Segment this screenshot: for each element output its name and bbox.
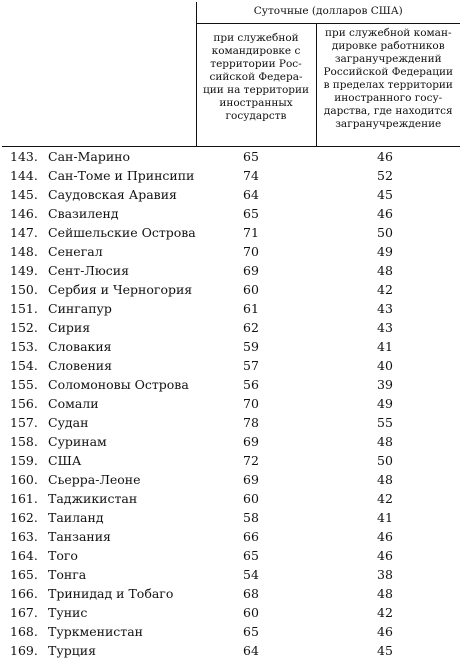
table-row (2, 147, 460, 167)
header-corner-cell (2, 2, 196, 147)
table-row (2, 584, 460, 603)
row-number: 143. (10, 149, 38, 164)
table-row (2, 223, 460, 242)
header-col-a-line: государств (225, 110, 287, 122)
header-col-a-line: иностранных (219, 97, 293, 109)
table-body (2, 147, 460, 661)
per-diem-abroad-value: 46 (377, 548, 393, 563)
table-row (2, 451, 460, 470)
country-name: Сенегал (48, 244, 103, 259)
header-col-b-line: в пределах территории (323, 79, 453, 91)
country-name: Суринам (48, 434, 107, 449)
row-number: 145. (10, 187, 38, 202)
table-row (2, 603, 460, 622)
per-diem-abroad-value: 43 (377, 301, 393, 316)
country-name: Сьерра-Леоне (48, 472, 141, 487)
per-diem-domestic-value: 74 (243, 168, 259, 183)
per-diem-table (2, 2, 460, 660)
per-diem-abroad-value: 55 (377, 415, 393, 430)
country-name: Тунис (48, 605, 88, 620)
per-diem-abroad-value: 48 (377, 472, 393, 487)
per-diem-domestic-value: 70 (243, 396, 259, 411)
header-col-domestic-trip (196, 24, 316, 147)
per-diem-domestic-value: 57 (243, 358, 259, 373)
per-diem-abroad-value: 52 (377, 168, 393, 183)
per-diem-abroad-value: 50 (377, 225, 393, 240)
table-row (2, 565, 460, 584)
row-number: 160. (10, 472, 38, 487)
country-name: Соломоновы Острова (48, 377, 189, 392)
row-number: 154. (10, 358, 38, 373)
row-number: 161. (10, 491, 38, 506)
row-number: 165. (10, 567, 38, 582)
per-diem-domestic-value: 62 (243, 320, 259, 335)
per-diem-domestic-value: 60 (243, 605, 259, 620)
country-name: Сан-Марино (48, 149, 131, 164)
country-name: Сан-Томе и Принсипи (48, 168, 195, 183)
table-row (2, 299, 460, 318)
per-diem-domestic-value: 68 (243, 586, 259, 601)
table-row (2, 641, 460, 660)
table-row (2, 261, 460, 280)
header-col-b-line: загранучреждение (335, 118, 442, 130)
table-row (2, 337, 460, 356)
header-col-a-line: сийской Федера- (209, 71, 303, 83)
country-name: Турция (48, 643, 96, 658)
header-col-abroad-staff (316, 24, 460, 147)
per-diem-domestic-value: 54 (243, 567, 259, 582)
per-diem-abroad-value: 42 (377, 282, 393, 297)
per-diem-abroad-value: 45 (377, 187, 393, 202)
row-number: 167. (10, 605, 38, 620)
per-diem-abroad-value: 48 (377, 434, 393, 449)
country-name: Таиланд (48, 510, 104, 525)
per-diem-abroad-value: 46 (377, 529, 393, 544)
country-name: Сирия (48, 320, 91, 335)
per-diem-abroad-value: 49 (377, 396, 393, 411)
country-name: Сейшельские Острова (48, 225, 196, 240)
table-row (2, 280, 460, 299)
table-row (2, 470, 460, 489)
header-col-b-line: при служебной коман- (325, 27, 452, 39)
per-diem-abroad-value: 39 (377, 377, 393, 392)
per-diem-abroad-value: 46 (377, 206, 393, 221)
table-row (2, 394, 460, 413)
per-diem-domestic-value: 58 (243, 510, 259, 525)
per-diem-domestic-value: 66 (243, 529, 259, 544)
table-row (2, 356, 460, 375)
per-diem-domestic-value: 65 (243, 548, 259, 563)
per-diem-domestic-value: 60 (243, 491, 259, 506)
per-diem-abroad-value: 43 (377, 320, 393, 335)
table-row (2, 413, 460, 432)
row-number: 149. (10, 263, 38, 278)
header-col-b-line: иностранного госу- (334, 92, 443, 104)
per-diem-domestic-value: 65 (243, 624, 259, 639)
header-row-group (2, 2, 460, 24)
table-row (2, 318, 460, 337)
header-col-a-line: при служебной (213, 32, 299, 44)
per-diem-domestic-value: 59 (243, 339, 259, 354)
per-diem-abroad-value: 40 (377, 358, 393, 373)
country-name: Сомали (48, 396, 99, 411)
per-diem-abroad-value: 42 (377, 491, 393, 506)
row-number: 156. (10, 396, 38, 411)
per-diem-abroad-value: 45 (377, 643, 393, 658)
per-diem-domestic-value: 70 (243, 244, 259, 259)
table-row (2, 204, 460, 223)
per-diem-domestic-value: 65 (243, 206, 259, 221)
country-name: Туркменистан (48, 624, 143, 639)
per-diem-domestic-value: 64 (243, 187, 259, 202)
row-number: 169. (10, 643, 38, 658)
row-number: 146. (10, 206, 38, 221)
row-number: 168. (10, 624, 38, 639)
per-diem-abroad-value: 42 (377, 605, 393, 620)
country-name: Судан (48, 415, 89, 430)
header-col-b-line: дировке работников (331, 40, 445, 52)
per-diem-domestic-value: 72 (243, 453, 259, 468)
country-name: Таджикистан (48, 491, 138, 506)
header-col-a-line: командировке с (211, 45, 301, 57)
per-diem-domestic-value: 69 (243, 472, 259, 487)
row-number: 148. (10, 244, 38, 259)
country-name: Словакия (48, 339, 112, 354)
per-diem-domestic-value: 78 (243, 415, 259, 430)
table-row (2, 489, 460, 508)
country-name: Сингапур (48, 301, 112, 316)
per-diem-domestic-value: 69 (243, 263, 259, 278)
per-diem-domestic-value: 61 (243, 301, 259, 316)
header-group-title: Суточные (долларов США) (196, 2, 460, 24)
header-col-b-line: дарства, где находится (323, 105, 453, 117)
header-col-a-line: территории Рос- (210, 58, 302, 70)
country-name: Сербия и Черногория (48, 282, 193, 297)
table-row (2, 185, 460, 204)
per-diem-abroad-value: 41 (377, 510, 393, 525)
table-row (2, 375, 460, 394)
country-name: Тонга (48, 567, 87, 582)
header-col-b-line: Российской Федерации (323, 66, 454, 78)
country-name: Свазиленд (48, 206, 119, 221)
row-number: 152. (10, 320, 38, 335)
row-number: 151. (10, 301, 38, 316)
per-diem-abroad-value: 38 (377, 567, 393, 582)
country-name: Сент-Люсия (48, 263, 129, 278)
per-diem-abroad-value: 46 (377, 149, 393, 164)
row-number: 147. (10, 225, 38, 240)
per-diem-abroad-value: 48 (377, 263, 393, 278)
header-col-a-line: ции на территории (203, 84, 309, 96)
row-number: 158. (10, 434, 38, 449)
row-number: 164. (10, 548, 38, 563)
header-col-b-line: загранучреждений (334, 53, 442, 65)
country-name: Саудовская Аравия (48, 187, 177, 202)
table-row (2, 508, 460, 527)
table-row (2, 527, 460, 546)
row-number: 144. (10, 168, 38, 183)
per-diem-abroad-value: 49 (377, 244, 393, 259)
per-diem-abroad-value: 50 (377, 453, 393, 468)
row-number: 150. (10, 282, 38, 297)
row-number: 153. (10, 339, 38, 354)
per-diem-domestic-value: 69 (243, 434, 259, 449)
row-number: 159. (10, 453, 38, 468)
row-number: 157. (10, 415, 38, 430)
per-diem-domestic-value: 65 (243, 149, 259, 164)
per-diem-abroad-value: 41 (377, 339, 393, 354)
country-name: Танзания (48, 529, 111, 544)
per-diem-domestic-value: 56 (243, 377, 259, 392)
country-name: Тринидад и Тобаго (48, 586, 174, 601)
per-diem-domestic-value: 64 (243, 643, 259, 658)
country-name: США (48, 453, 82, 468)
country-name: Словения (48, 358, 113, 373)
per-diem-abroad-value: 48 (377, 586, 393, 601)
table-row (2, 432, 460, 451)
table-header (2, 2, 460, 147)
country-name: Того (48, 548, 78, 563)
per-diem-domestic-value: 60 (243, 282, 259, 297)
table-row (2, 622, 460, 641)
row-number: 166. (10, 586, 38, 601)
row-number: 155. (10, 377, 38, 392)
table-row (2, 546, 460, 565)
per-diem-abroad-value: 46 (377, 624, 393, 639)
table-row (2, 242, 460, 261)
table-row (2, 166, 460, 185)
row-number: 162. (10, 510, 38, 525)
row-number: 163. (10, 529, 38, 544)
per-diem-domestic-value: 71 (243, 225, 259, 240)
